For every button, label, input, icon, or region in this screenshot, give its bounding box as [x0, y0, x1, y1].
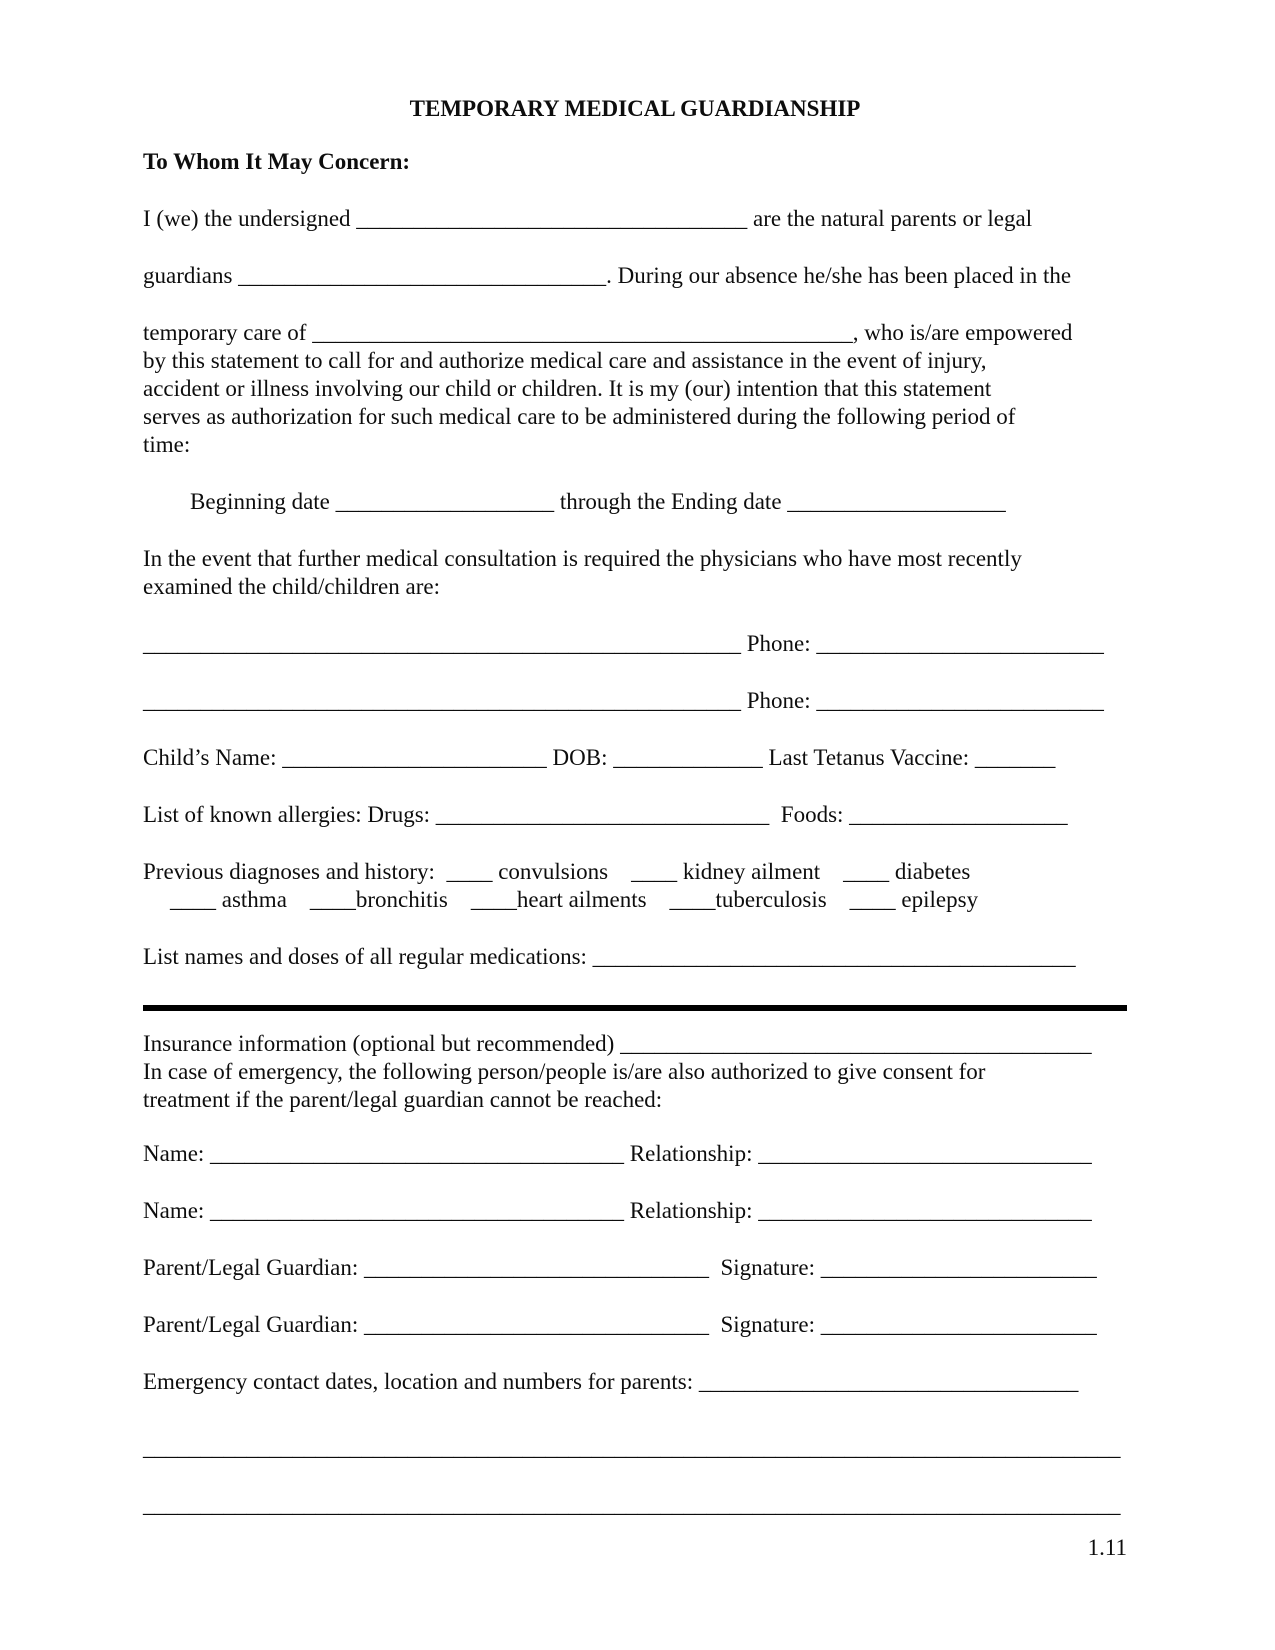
guardian-signature-line-1: Parent/Legal Guardian: ______________________________ Signature: ________________________	[143, 1255, 1097, 1280]
emergency-name-line-1: Name: ____________________________________ Relationship: _____________________________	[143, 1141, 1092, 1166]
page-number: 1.11	[1087, 1535, 1127, 1560]
consent-paragraph-line: treatment if the parent/legal guardian cannot be reached:	[143, 1087, 663, 1112]
guardian-signature-line-2: Parent/Legal Guardian: ______________________________ Signature: ________________________	[143, 1312, 1097, 1337]
consent-paragraph-line: In case of emergency, the following person/people is/are also authorized to give consent for	[143, 1059, 986, 1084]
authorization-paragraph-line: by this statement to call for and authorize medical care and assistance in the event of injury,	[143, 348, 987, 373]
diagnoses-line-2: ____ asthma ____bronchitis ____heart ailments ____tuberculosis ____ epilepsy	[170, 887, 979, 912]
emergency-contact-line: Emergency contact dates, location and numbers for parents: _________________________________	[143, 1369, 1079, 1394]
authorization-paragraph-line: accident or illness involving our child or children. It is my (our) intention that this statement	[143, 376, 992, 401]
intro-line-guardians: guardians ________________________________. During our absence he/she has been placed in the	[143, 263, 1072, 288]
authorization-paragraph-line: serves as authorization for such medical care to be administered during the following period of	[143, 404, 1016, 429]
physicians-intro-line: examined the child/children are:	[143, 574, 440, 599]
physician-phone-line-2: ____________________________________________________ Phone: _________________________	[143, 688, 1104, 713]
document-title: TEMPORARY MEDICAL GUARDIANSHIP	[409, 96, 861, 121]
authorization-paragraph	[143, 319, 1127, 459]
diagnoses-section	[143, 858, 1127, 914]
section-divider	[143, 1005, 1127, 1011]
beginning-ending-date-line: Beginning date ___________________ through the Ending date ___________________	[190, 489, 1006, 514]
physicians-intro-paragraph	[143, 545, 1127, 601]
child-name-dob-vaccine-line: Child’s Name: _______________________ DOB: _____________ Last Tetanus Vaccine: _______	[143, 745, 1056, 770]
intro-line-undersigned: I (we) the undersigned __________________________________ are the natural parents or legal	[143, 206, 1033, 231]
physicians-intro-line: In the event that further medical consultation is required the physicians who have most recently	[143, 546, 1022, 571]
document-content	[143, 95, 1127, 1562]
medications-line: List names and doses of all regular medications: __________________________________________	[143, 944, 1076, 969]
blank-writein-line-2: _____________________________________________________________________________________	[143, 1492, 1121, 1517]
physician-phone-line-1: ____________________________________________________ Phone: _________________________	[143, 631, 1104, 656]
blank-writein-line-1: _____________________________________________________________________________________	[143, 1435, 1121, 1460]
insurance-line: Insurance information (optional but recommended) _________________________________________	[143, 1031, 1092, 1056]
authorization-paragraph-line: time:	[143, 432, 191, 457]
consent-paragraph	[143, 1058, 1127, 1114]
allergies-line: List of known allergies: Drugs: _____________________________ Foods: ___________________	[143, 802, 1068, 827]
emergency-name-line-2: Name: ____________________________________ Relationship: _____________________________	[143, 1198, 1092, 1223]
salutation: To Whom It May Concern:	[143, 149, 411, 174]
authorization-paragraph-line: temporary care of _______________________________________________, who is/are empowered	[143, 320, 1073, 345]
diagnoses-line-1: Previous diagnoses and history: ____ convulsions ____ kidney ailment ____ diabetes	[143, 859, 971, 884]
